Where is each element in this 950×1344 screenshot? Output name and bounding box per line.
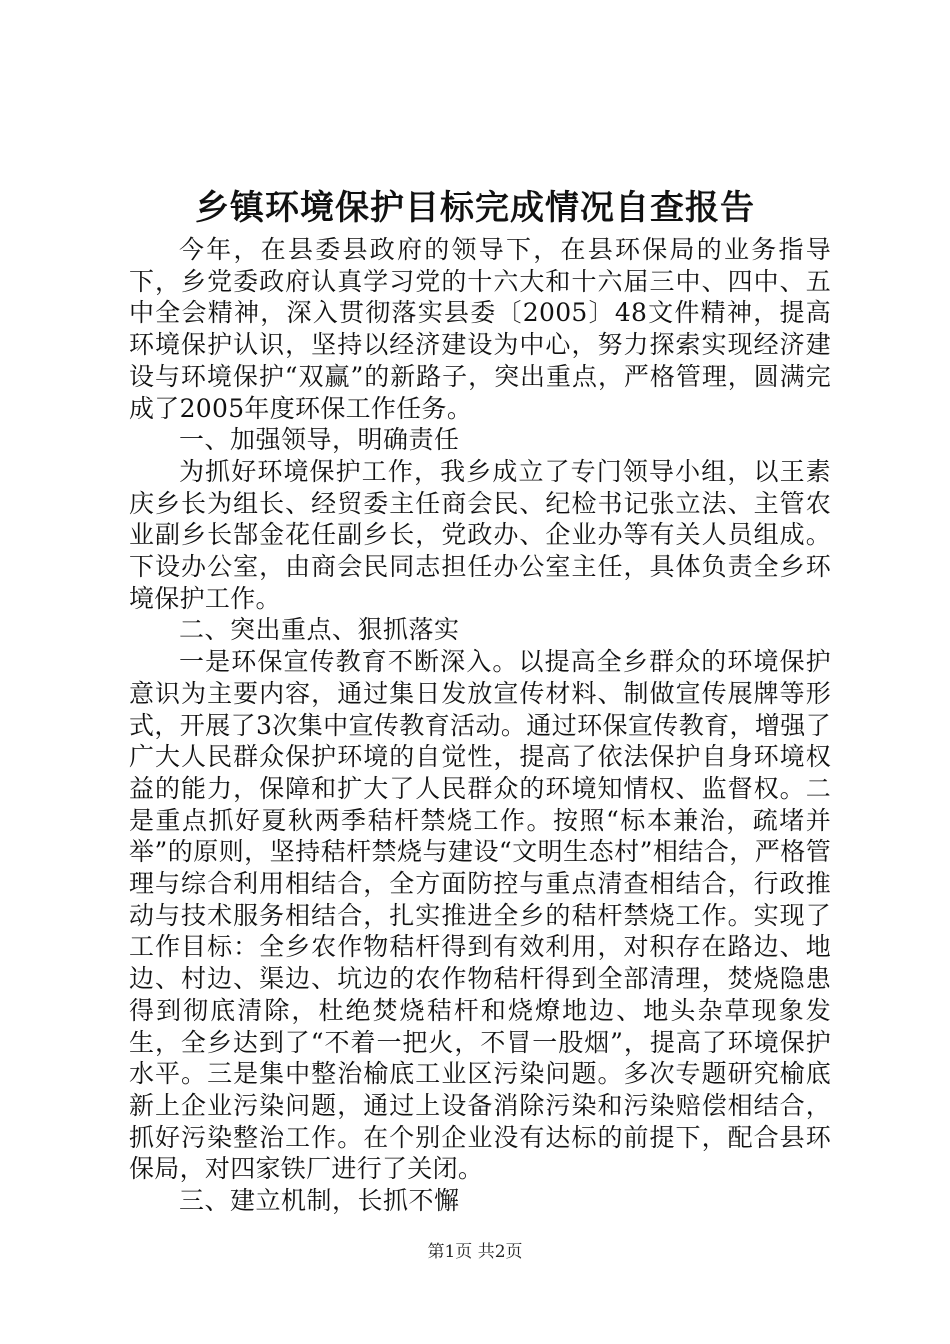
intro-paragraph: 今年，在县委县政府的领导下，在县环保局的业务指导下，乡党委政府认真学习党的十六大和十六届三中、四中、五中全会精神，深入贯彻落实县委〔2005〕48文件精神，提高环境保护认识，坚持以经济建设为中心，努力探索实现经济建设与环境保护“双赢”的新路子，突出重点，严格管理，圆满完成了2005年度环保工作任务。 <box>129 235 831 423</box>
document-title: 乡镇环境保护目标完成情况自查报告 <box>195 188 755 228</box>
section-1-paragraph: 为抓好环境保护工作，我乡成立了专门领导小组，以王素庆乡长为组长、经贸委主任商会民、纪检书记张立法、主管农业副乡长郜金花任副乡长，党政办、企业办等有关人员组成。下设办公室，由商会民同志担任办公室主任，具体负责全乡环境保护工作。 <box>129 456 831 613</box>
section-heading-3: 三、建立机制，长抓不懈 <box>179 1186 460 1216</box>
document-body <box>129 234 831 1217</box>
section-heading-1: 一、加强领导，明确责任 <box>179 425 460 455</box>
section-heading-2: 二、突出重点、狠抓落实 <box>179 615 460 645</box>
page-footer: 第1页 共2页 <box>427 1242 523 1262</box>
section-2-paragraph: 一是环保宣传教育不断深入。以提高全乡群众的环境保护意识为主要内容，通过集日发放宣传材料、制做宣传展牌等形式，开展了3次集中宣传教育活动。通过环保宣传教育，增强了广大人民群众保护环境的自觉性，提高了依法保护自身环境权益的能力，保障和扩大了人民群众的环境知情权、监督权。二是重点抓好夏秋两季秸杆禁烧工作。按照“标本兼治，疏堵并举”的原则，坚持秸杆禁烧与建设“文明生态村”相结合，严格管理与综合利用相结合，全方面防控与重点清查相结合，行政推动与技术服务相结合，扎实推进全乡的秸杆禁烧工作。实现了工作目标：全乡农作物秸杆得到有效利用，对积存在路边、地边、村边、渠边、坑边的农作物秸杆得到全部清理，焚烧隐患得到彻底清除，杜绝焚烧秸杆和烧燎地边、地头杂草现象发生，全乡达到了“不着一把火，不冒一股烟”，提高了环境保护水平。三是集中整治榆底工业区污染问题。多次专题研究榆底新上企业污染问题，通过上设备消除污染和污染赔偿相结合，抓好污染整治工作。在个别企业没有达标的前提下，配合县环保局，对四家铁厂进行了关闭。 <box>129 647 831 1184</box>
